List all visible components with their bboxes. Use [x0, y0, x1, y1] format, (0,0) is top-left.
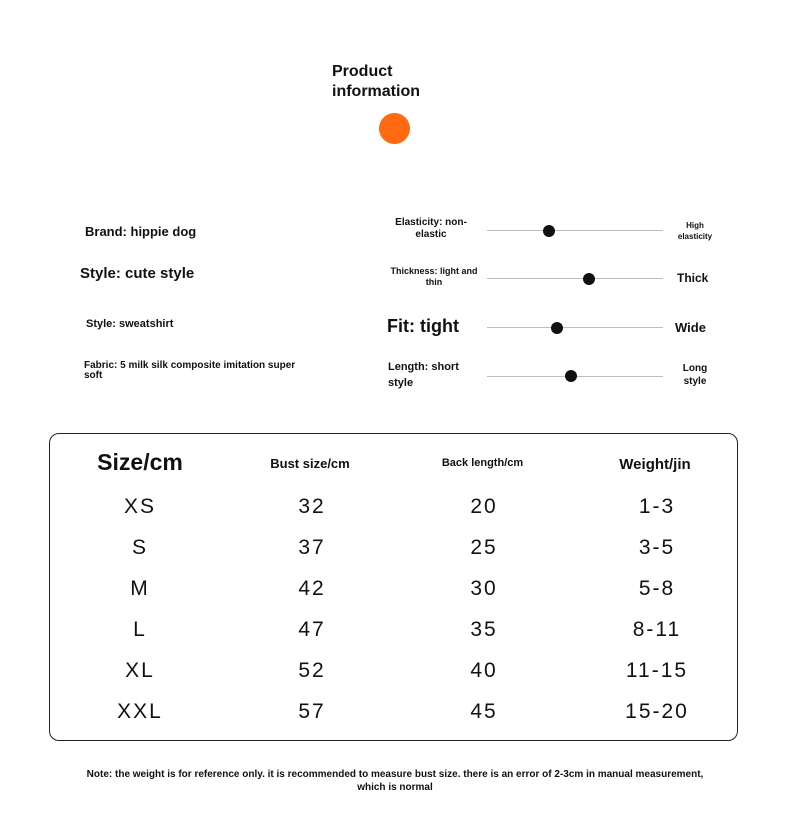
page-title: Product information — [332, 63, 420, 100]
length-label: Length: short style — [388, 361, 459, 389]
table-cell: 5-8 — [638, 577, 676, 600]
table-cell: 47 — [298, 618, 326, 641]
length-max-label: Long style — [682, 363, 708, 387]
size-column-header: Size/cm — [97, 449, 183, 475]
table-cell: 42 — [298, 577, 326, 600]
fit-max-label: Wide — [675, 320, 706, 335]
elasticity-track — [487, 230, 663, 231]
table-cell: 8-11 — [632, 618, 682, 641]
table-cell: 45 — [470, 700, 498, 723]
weight-column-header: Weight/jin — [619, 456, 691, 473]
table-cell: 57 — [298, 700, 326, 723]
table-cell: 20 — [470, 495, 498, 518]
fit-label: Fit: tight — [387, 316, 459, 336]
back-length-column-header: Back length/cm — [441, 457, 524, 469]
thickness-knob — [583, 273, 595, 285]
style-sweatshirt-label: Style: sweatshirt — [86, 318, 174, 330]
elasticity-label: Elasticity: non-elastic — [395, 217, 467, 240]
table-cell: L — [133, 618, 147, 641]
elasticity-max-label: High elasticity — [677, 221, 713, 241]
table-cell: 11-15 — [625, 659, 689, 682]
table-cell: M — [130, 577, 150, 600]
bust-column-header: Bust size/cm — [270, 456, 350, 471]
thickness-track — [487, 278, 663, 279]
table-cell: 3-5 — [638, 536, 676, 559]
table-cell: 40 — [470, 659, 498, 682]
table-cell: XS — [123, 495, 156, 518]
length-knob — [565, 370, 577, 382]
style-cute-label: Style: cute style — [80, 265, 195, 282]
table-cell: 30 — [470, 577, 498, 600]
table-cell: XL — [125, 659, 155, 682]
table-cell: 37 — [298, 536, 326, 559]
table-cell: 52 — [298, 659, 326, 682]
fit-knob — [551, 322, 563, 334]
table-cell: 25 — [470, 536, 498, 559]
fit-track — [487, 327, 663, 328]
thickness-label: Thickness: light and thin — [390, 266, 478, 287]
table-cell: 32 — [298, 495, 326, 518]
table-cell: 1-3 — [638, 495, 676, 518]
thickness-max-label: Thick — [677, 271, 709, 285]
table-cell: S — [131, 536, 148, 559]
table-cell: 35 — [470, 618, 498, 641]
footnote: Note: the weight is for reference only. it is recommended to measure bust size. there is an error of 2-3cm in manual measurement, which is normal — [86, 769, 704, 793]
orange-dot-decoration — [379, 113, 410, 144]
table-cell: 15-20 — [625, 700, 689, 723]
table-cell: XXL — [117, 700, 163, 723]
fabric-label: Fabric: 5 milk silk composite imitation super soft — [84, 360, 296, 381]
brand-label: Brand: hippie dog — [85, 224, 197, 239]
elasticity-knob — [543, 225, 555, 237]
